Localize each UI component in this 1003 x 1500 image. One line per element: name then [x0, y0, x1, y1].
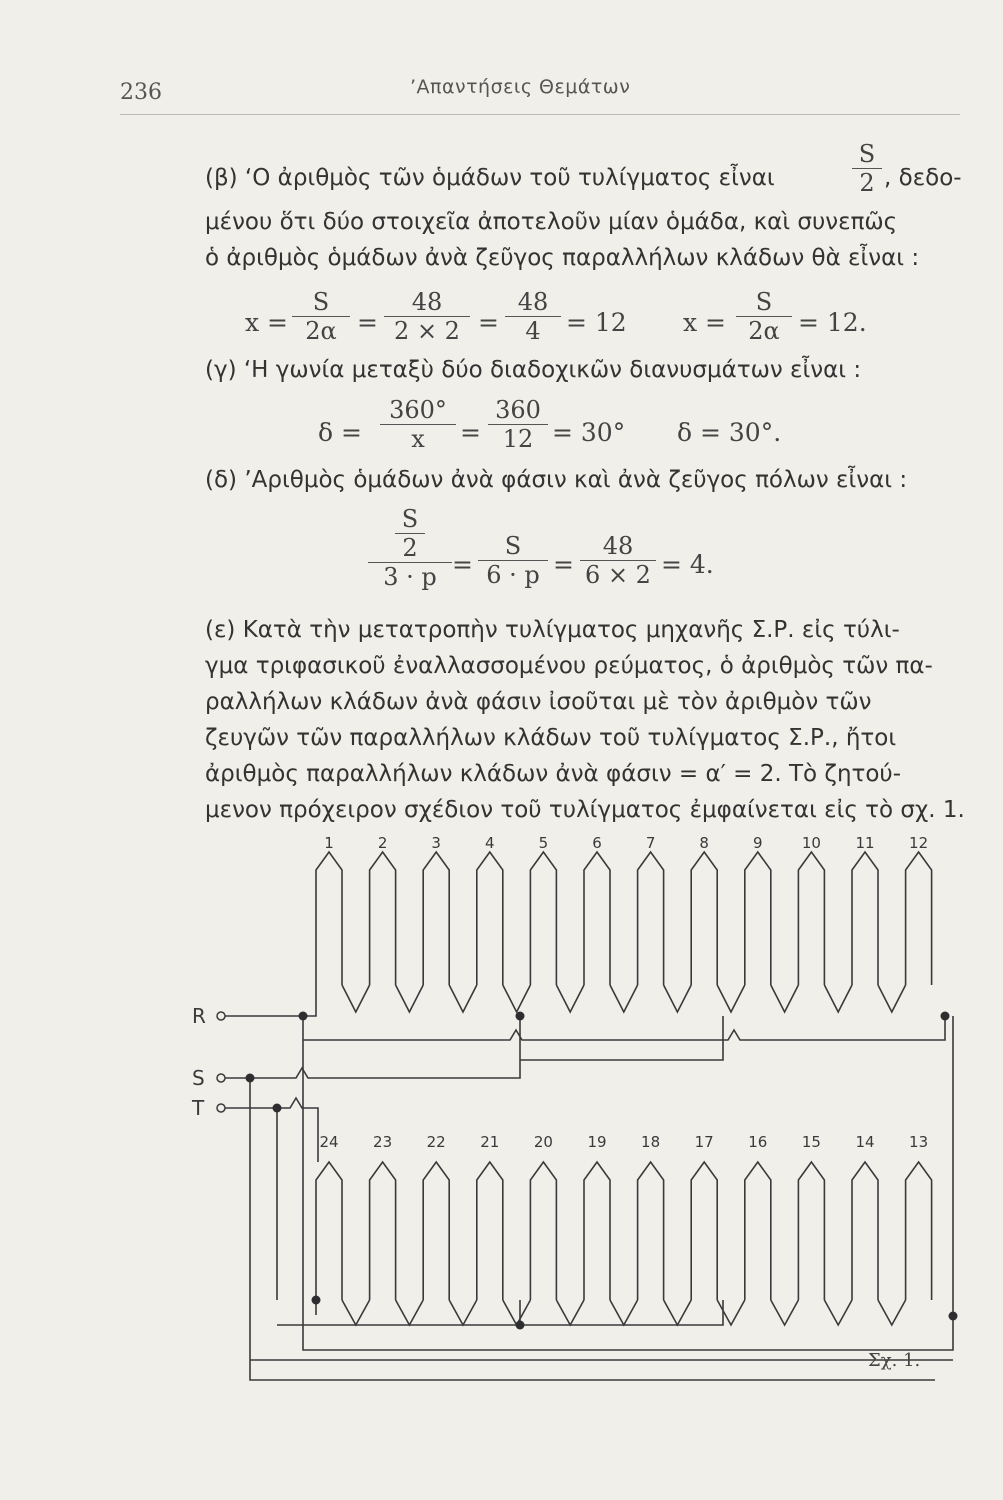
bottom-coil-link [503, 1300, 531, 1325]
running-title: ’Απαντήσεις Θεμάτων [410, 76, 631, 98]
epsilon-line-4: ζευγῶν τῶν παραλλήλων κλάδων τοῦ τυλίγματος Σ.Ρ., ἤτοι [205, 725, 897, 751]
wire-segment [277, 1098, 318, 1162]
gamma-eq-f2-num: 360 [488, 396, 548, 425]
figure-caption: Σχ. 1. [868, 1350, 921, 1371]
gamma-eq-f2-den: 12 [502, 425, 534, 453]
beta-eq-f1-den: 2α [305, 317, 337, 345]
gamma-eq-f1-num: 360° [380, 396, 456, 425]
junction-dot [246, 1074, 255, 1083]
delta-eq-f3-num: 48 [580, 532, 656, 561]
junction-dot [273, 1104, 282, 1113]
top-coil-labels [324, 834, 928, 852]
top-coil-3 [423, 852, 449, 985]
beta-eq-f3-den: 4 [525, 317, 541, 345]
bottom-coil-label: 16 [748, 1133, 768, 1151]
top-coil-11 [852, 852, 878, 985]
phase-terminal-S [217, 1074, 225, 1082]
wire-segment [250, 1016, 520, 1078]
top-coil-9 [745, 852, 771, 985]
bottom-coil-label: 13 [909, 1133, 929, 1151]
beta-eq-res1: = 12 [566, 308, 627, 337]
top-coil-link [878, 985, 906, 1012]
beta-line-1: (β) ‘Ο ἀριθμὸς τῶν ὁμάδων τοῦ τυλίγματος εἶναι [205, 165, 775, 191]
top-coil-5 [530, 852, 556, 985]
top-coil-label: 8 [699, 834, 709, 852]
top-coil-group [316, 852, 932, 1012]
epsilon-line-5: ἀριθμὸς παραλλήλων κλάδων ἀνὰ φάσιν = α′ = 2. Τὸ ζητού- [205, 761, 902, 787]
bottom-coil-19 [584, 1162, 610, 1300]
beta-eq-f4-num: S [736, 288, 792, 317]
top-coil-link [824, 985, 852, 1012]
top-coil-link [717, 985, 745, 1012]
delta-eq-res: = 4. [661, 550, 714, 579]
bottom-coil-20 [530, 1162, 556, 1300]
beta-eq-eq2: = [478, 308, 499, 337]
top-coil-label: 5 [538, 834, 549, 852]
bottom-coil-16 [745, 1162, 771, 1300]
phase-label-T: T [192, 1096, 205, 1120]
top-coil-link [342, 985, 370, 1012]
bottom-coil-14 [852, 1162, 878, 1300]
bottom-coil-21 [477, 1162, 503, 1300]
junction-dot [949, 1312, 958, 1321]
gamma-eq-res1: = 30° [552, 418, 626, 447]
beta-frac-num: S [852, 140, 882, 169]
delta-eq-outer-den: 3 · p [383, 563, 437, 591]
bottom-coil-link [824, 1300, 852, 1325]
wire-segment [520, 1016, 723, 1060]
beta-eq-f3-num: 48 [505, 288, 561, 317]
bottom-coil-22 [423, 1162, 449, 1300]
beta-line-1-end: , δεδο- [884, 165, 962, 191]
bottom-coil-link [771, 1300, 799, 1325]
top-coil-label: 4 [485, 834, 495, 852]
top-coil-1 [316, 852, 342, 985]
bottom-coil-label: 17 [694, 1133, 714, 1151]
beta-eq-f2-den: 2 × 2 [394, 317, 460, 345]
wire-segment [225, 1108, 277, 1300]
top-coil-4 [477, 852, 503, 985]
top-coil-label: 1 [324, 834, 334, 852]
bottom-coil-label: 24 [319, 1133, 339, 1151]
bottom-coil-23 [370, 1162, 396, 1300]
bottom-coil-link [717, 1300, 745, 1325]
beta-frac-den: 2 [859, 169, 875, 197]
wire-segment [225, 1078, 935, 1380]
junction-dot [299, 1012, 308, 1021]
top-coil-link [664, 985, 692, 1012]
beta-eq-res2: = 12. [798, 308, 867, 337]
beta-eq-eq1: = [357, 308, 378, 337]
top-coil-7 [638, 852, 664, 985]
top-coil-link [771, 985, 799, 1012]
phase-terminal-R [217, 1012, 225, 1020]
top-coil-label: 12 [909, 834, 929, 852]
top-coil-link [503, 985, 531, 1012]
bottom-coil-label: 18 [641, 1133, 661, 1151]
wire-segment [303, 1016, 945, 1040]
bottom-coil-label: 23 [373, 1133, 393, 1151]
phase-label-S: S [192, 1066, 205, 1090]
top-coil-link [556, 985, 584, 1012]
beta-line-2: μένου ὅτι δύο στοιχεῖα ἀποτελοῦν μίαν ὁμάδα, καὶ συνεπῶς [205, 209, 898, 235]
top-coil-label: 11 [855, 834, 875, 852]
bottom-coil-labels [319, 1133, 928, 1151]
bottom-coil-label: 22 [426, 1133, 446, 1151]
gamma-eq-d1: δ = [318, 418, 362, 447]
top-coil-label: 10 [801, 834, 821, 852]
top-coil-8 [691, 852, 717, 985]
gamma-eq-f1-den: x [411, 425, 425, 453]
top-coil-link [610, 985, 638, 1012]
phase-label-R: R [192, 1004, 206, 1028]
bottom-coil-24 [316, 1162, 342, 1300]
bottom-coil-link [556, 1300, 584, 1325]
junction-dot [516, 1012, 525, 1021]
bottom-coil-label: 19 [587, 1133, 607, 1151]
bottom-coil-label: 21 [480, 1133, 500, 1151]
top-coil-link [449, 985, 477, 1012]
page-number: 236 [120, 80, 162, 105]
beta-eq-f4-den: 2α [748, 317, 780, 345]
bottom-coil-15 [798, 1162, 824, 1300]
beta-eq-f2-num: 48 [384, 288, 470, 317]
top-coil-2 [370, 852, 396, 985]
delta-eq-f2-num: S [478, 532, 548, 561]
epsilon-line-6: μενον πρόχειρον σχέδιον τοῦ τυλίγματος ἐμφαίνεται εἰς τὸ σχ. 1. [205, 797, 965, 823]
bottom-coil-label: 14 [855, 1133, 875, 1151]
bottom-coil-link [664, 1300, 692, 1325]
beta-eq-x2: x = [683, 308, 726, 337]
gamma-eq-eq1: = [460, 418, 481, 447]
gamma-line-1: (γ) ‘Η γωνία μεταξὺ δύο διαδοχικῶν διανυσμάτων εἶναι : [205, 357, 862, 383]
bottom-coil-group [316, 1162, 932, 1325]
top-coil-link [396, 985, 424, 1012]
delta-line-1: (δ) ’Αριθμὸς ὁμάδων ἀνὰ φάσιν καὶ ἀνὰ ζεῦγος πόλων εἶναι : [205, 467, 908, 493]
bottom-coil-link [878, 1300, 906, 1325]
delta-eq-inner-num: S [395, 505, 425, 534]
epsilon-line-3: ραλλήλων κλάδων ἀνὰ φάσιν ἰσοῦται μὲ τὸν ἀριθμὸν τῶν [205, 689, 872, 715]
phase-labels [191, 1004, 225, 1120]
junction-dot [941, 1012, 950, 1021]
top-coil-12 [906, 852, 932, 985]
top-coil-6 [584, 852, 610, 985]
phase-terminal-T [217, 1104, 225, 1112]
top-coil-10 [798, 852, 824, 985]
delta-eq-eq2: = [553, 550, 574, 579]
top-coil-label: 3 [431, 834, 441, 852]
bottom-coil-label: 20 [533, 1133, 553, 1151]
delta-eq-inner-den: 2 [368, 534, 452, 563]
delta-eq-f2-den: 6 · p [486, 561, 540, 589]
bottom-coil-link [610, 1300, 638, 1325]
top-coil-label: 7 [645, 834, 656, 852]
epsilon-line-2: γμα τριφασικοῦ ἐναλλασσομένου ρεύματος, ὁ ἀριθμὸς τῶν πα- [205, 653, 933, 679]
junction-dot [312, 1296, 321, 1305]
bottom-coil-link [396, 1300, 424, 1325]
bottom-coil-label: 15 [801, 1133, 821, 1151]
gamma-eq-res2: δ = 30°. [677, 418, 782, 447]
bottom-coil-13 [906, 1162, 932, 1300]
top-coil-label: 9 [753, 834, 763, 852]
bottom-coil-link [449, 1300, 477, 1325]
bottom-coil-17 [691, 1162, 717, 1300]
beta-eq-x1: x = [245, 308, 288, 337]
connection-wires [225, 985, 953, 1380]
wire-segment [303, 985, 316, 1016]
wire-segment [225, 1016, 953, 1350]
bottom-coil-18 [638, 1162, 664, 1300]
epsilon-line-1: (ε) Κατὰ τὴν μετατροπὴν τυλίγματος μηχανῆς Σ.Ρ. εἰς τύλι- [205, 617, 900, 643]
junction-dot [516, 1321, 525, 1330]
bottom-coil-link [342, 1300, 370, 1325]
top-coil-label: 2 [377, 834, 388, 852]
top-coil-label: 6 [592, 834, 602, 852]
beta-line-3: ὁ ἀριθμὸς ὁμάδων ἀνὰ ζεῦγος παραλλήλων κλάδων θὰ εἶναι : [205, 245, 920, 271]
delta-eq-f3-den: 6 × 2 [585, 561, 651, 589]
beta-eq-f1-num: S [292, 288, 350, 317]
delta-eq-eq1: = [452, 550, 473, 579]
